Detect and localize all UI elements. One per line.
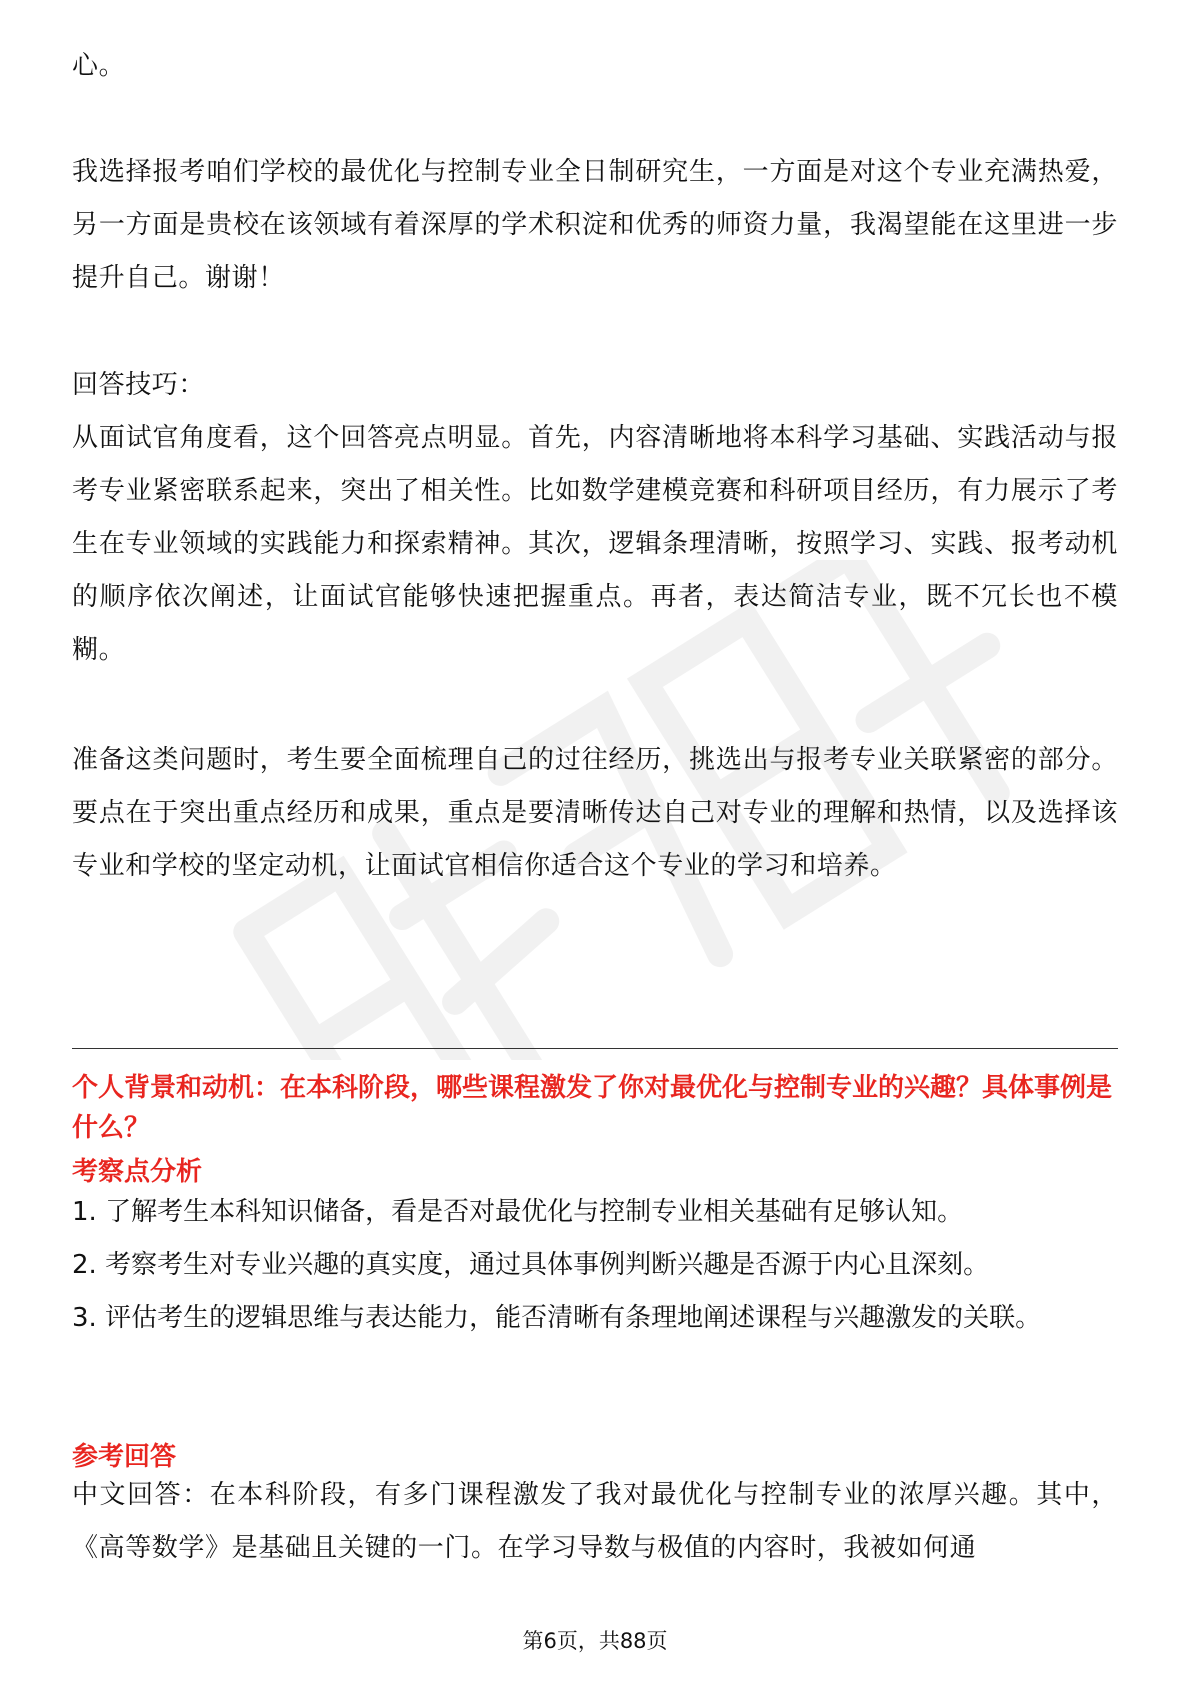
page-number-footer: 第6页，共88页 xyxy=(522,1629,668,1653)
preparation-paragraph: 准备这类问题时，考生要全面梳理自己的过往经历，挑选出与报考专业关联紧密的部分。要点在于突出重点经历和成果，重点是要清晰传达自己对专业的理解和热情，以及选择该专业和学校的坚定动机，让面试官相信你适合这个专业的学习和培养。 xyxy=(72,745,1118,881)
top-fragment: 心。 xyxy=(72,51,126,81)
answer-paragraph-closing: 我选择报考咱们学校的最优化与控制专业全日制研究生，一方面是对这个专业充满热爱，另一方面是贵校在该领域有着深厚的学术积淀和优秀的师资力量，我渴望能在这里进一步提升自己。谢谢！ xyxy=(72,157,1118,293)
analysis-item-2: 2. 考察考生对专业兴趣的真实度，通过具体事例判断兴趣是否源于内心且深刻。 xyxy=(72,1250,990,1280)
question-heading: 个人背景和动机：在本科阶段，哪些课程激发了你对最优化与控制专业的兴趣？具体事例是什么？ xyxy=(72,1073,1113,1143)
tips-paragraph: 从面试官角度看，这个回答亮点明显。首先，内容清晰地将本科学习基础、实践活动与报考专业紧密联系起来，突出了相关性。比如数学建模竞赛和科研项目经历，有力展示了考生在专业领域的实践能力和探索精神。其次，逻辑条理清晰，按照学习、实践、报考动机的顺序依次阐述，让面试官能够快速把握重点。再者，表达简洁专业，既不冗长也不模糊。 xyxy=(72,423,1118,665)
reference-answer-text: 中文回答：在本科阶段，有多门课程激发了我对最优化与控制专业的浓厚兴趣。其中，《高等数学》是基础且关键的一门。在学习导数与极值的内容时，我被如何通 xyxy=(72,1480,1118,1563)
section-divider xyxy=(72,1048,1118,1049)
analysis-item-1: 1. 了解考生本科知识储备，看是否对最优化与控制专业相关基础有足够认知。 xyxy=(72,1197,964,1227)
reference-heading: 参考回答 xyxy=(72,1442,177,1472)
analysis-item-3: 3. 评估考生的逻辑思维与表达能力，能否清晰有条理地阐述课程与兴趣激发的关联。 xyxy=(72,1303,1042,1333)
analysis-heading: 考察点分析 xyxy=(72,1157,203,1187)
tips-label: 回答技巧： xyxy=(72,370,206,400)
